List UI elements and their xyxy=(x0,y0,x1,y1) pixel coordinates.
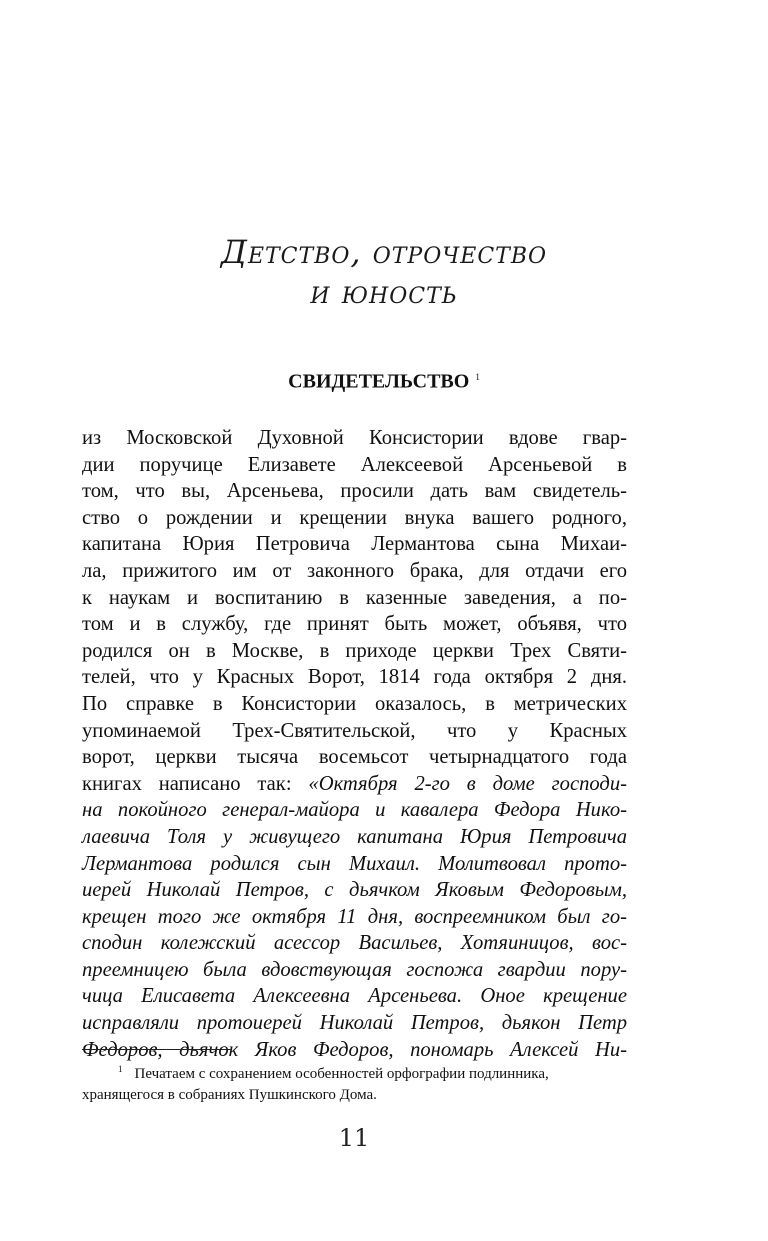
body-line: исправляли протоиерей Николай Петров, дьякон Петр xyxy=(82,1012,627,1035)
body-line: ворот, церкви тысяча восемьсот четырнадцатого года xyxy=(82,746,627,769)
section-heading-text: СВИДЕТЕЛЬСТВО xyxy=(288,370,470,393)
section-heading xyxy=(100,364,668,395)
body-line xyxy=(82,771,627,798)
body-line: капитана Юрия Петровича Лермантова сына Михаи- xyxy=(82,533,627,556)
body-line: ла, прижитого им от законного брака, для отдачи его xyxy=(82,559,627,582)
body-text xyxy=(82,425,627,1063)
footnote-marker: 1 xyxy=(118,1064,123,1074)
body-line: том и в службу, где принят быть может, объявя, что xyxy=(82,613,627,636)
footnote-divider xyxy=(82,1049,232,1050)
body-line: ство о рождении и крещении внука вашего родного, xyxy=(82,506,627,529)
chapter-title-line-1: Детство, отрочество xyxy=(220,233,548,271)
footnote-text-1: Печатаем с сохранением особенностей орфографии подлинника, xyxy=(134,1066,549,1082)
page-number: 11 xyxy=(338,1124,370,1152)
body-line: из Московской Духовной Консистории вдове гвар- xyxy=(82,427,627,449)
body-line: Федоров, дьячок Яков Федоров, пономарь Алексей Ни- xyxy=(82,1038,627,1061)
chapter-title-line-2: и юность xyxy=(310,273,458,311)
body-line: дии поручице Елизавете Алексеевой Арсеньевой в xyxy=(82,453,627,476)
body-line: к наукам и воспитанию в казенные заведения, а по- xyxy=(82,586,627,609)
body-line: иерей Николай Петров, с дьячком Яковым Федоровым, xyxy=(82,879,627,902)
body-line-italic: «Октября 2-го в доме господи- xyxy=(308,772,628,795)
body-line: По справке в Консистории оказалось, в метрических xyxy=(82,692,627,715)
body-line-plain: книгах написано так: xyxy=(82,772,309,795)
body-line: лаевича Толя у живущего капитана Юрия Петровича xyxy=(82,825,627,848)
footnote-line-2: хранящегося в собраниях Пушкинского Дома. xyxy=(82,1087,377,1103)
body-line: преемницею была вдовствующая госпожа гвардии пору- xyxy=(82,958,627,981)
body-line: чица Елисавета Алексеевна Арсеньева. Оное крещение xyxy=(82,985,627,1008)
footnote-reference: 1 xyxy=(475,372,480,382)
body-line: телей, что у Красных Ворот, 1814 года октября 2 дня. xyxy=(82,666,627,689)
body-line: родился он в Москве, в приходе церкви Трех Святи- xyxy=(82,639,627,662)
body-line: том, что вы, Арсеньева, просили дать вам свидетель- xyxy=(82,480,627,503)
body-line: сподин колежский асессор Васильев, Хотяиницов, вос- xyxy=(82,932,627,955)
footnote xyxy=(82,1059,642,1106)
chapter-title xyxy=(100,232,668,312)
footnote-line-1 xyxy=(82,1059,642,1085)
body-line: Лермантова родился сын Михаил. Молитвовал прото- xyxy=(82,852,627,875)
body-line: крещен того же октября 11 дня, воспреемником был го- xyxy=(82,905,627,928)
body-line: на покойного генерал-майора и кавалера Федора Нико- xyxy=(82,799,627,822)
body-line: упоминаемой Трех-Святительской, что у Красных xyxy=(82,719,627,742)
